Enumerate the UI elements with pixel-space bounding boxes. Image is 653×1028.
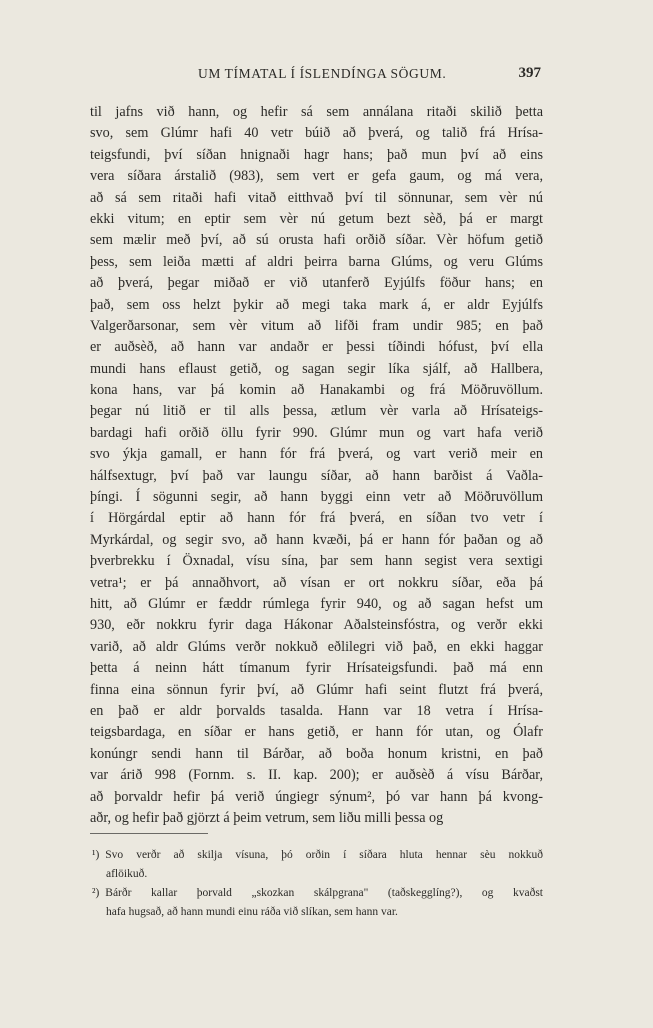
text-line: teigsbardaga, en síðar er hans getið, er hann fór utan, og Ólafr [90, 724, 543, 741]
running-title: UM TÍMATAL Í ÍSLENDÍNGA SÖGUM. [198, 66, 447, 81]
text-line: þíngi. Í sögunni segir, að hann byggi einn vetr að Möðruvöllum [90, 489, 543, 506]
text-line: vera síðara árstalið (983), sem vert er gefa gaum, og má vera, [90, 168, 543, 185]
text-line: er auðsèð, að hann var andaðr er þessi tíðindi hófust, því ella [90, 339, 543, 356]
footnote-mark: ²) [92, 887, 100, 899]
text-line: konúngr sendi hann til Bárðar, að boða honum kristni, en það [90, 745, 543, 762]
text-line: aðr, og hefir það gjörzt á þeim vetrum, sem liðu milli þessa og [90, 809, 444, 826]
text-line: sem mælir með því, að sú orusta hafi orðið síðar. Vèr höfum getið [90, 232, 543, 249]
text-line: í Hörgárdal eptir að hann fór frá þverá, en síðan tvo vetr í [90, 510, 543, 527]
footnote-rule [90, 833, 208, 834]
page-number: 397 [518, 65, 541, 81]
text-line: varið, að aldr Glúms verðr nokkuð eðlilegri við það, en ekki haggar [90, 638, 543, 655]
text-line: þverbrekku í Öxnadal, vísu sína, þar sem hann segist vera sextigi [90, 553, 543, 570]
text-line: mundi hans eflaust getið, og sagan segir líka sjálf, að Hallbera, [90, 360, 543, 377]
text-line: var árið 998 (Fornm. s. II. kap. 200); er auðsèð á vísu Bárðar, [90, 767, 543, 784]
footnote-text: Svo verðr að skilja vísuna, þó orðin í síðara hluta hennar sèu nokkuð [105, 849, 543, 861]
text-line: þess, sem leiða mætti af aldri þeirra barna Glúms, og veru Glúms [90, 253, 543, 270]
page-header [90, 66, 543, 86]
footnote-line: aflöikuð. [106, 868, 148, 880]
text-line: svo ýkja gamall, er hann fór frá þverá, og vart verið meir en [90, 446, 543, 463]
text-line: hitt, að Glúmr er fæddr rúmlega fyrir 940, og að sagan hefst um [90, 595, 543, 612]
footnote-line [90, 846, 543, 865]
text-line: að þorvaldr hefir þá verið úngiegr sýnum², þó var hann þá kvong- [90, 788, 543, 805]
text-line: að sá sem ritaði hafi vitað eitthvað því til sönnunar, sem vèr nú [90, 189, 543, 206]
text-line: að þverá, þegar miðað er við utanferð Eyjúlfs föður hans; en [90, 275, 543, 292]
text-line: finna eina sönnun fyrir því, að Glúmr hafi seint flutzt frá þverá, [90, 681, 543, 698]
text-line: teigsfundi, því síðan hnignaði hagr hans; það mun því að eins [90, 146, 543, 163]
text-line: kona hans, var þá komin að Hanakambi og frá Möðruvöllum. [90, 382, 543, 399]
text-line: en það er aldr þorvalds tasalda. Hann var 18 vetra í Hrísa- [90, 702, 543, 719]
text-line: Valgerðarsonar, sem vèr vitum að lifði fram undir 985; en það [90, 317, 543, 334]
text-line: ekki vitum; en eptir sem vèr nú getum bezt sèð, þá er margt [90, 210, 543, 227]
footnote-line: hafa hugsað, að hann mundi einu ráða við slíkan, sem hann var. [106, 906, 398, 918]
text-line: þetta á neinn hátt tímanum fyrir Hrísateigsfundi. það má enn [90, 660, 543, 677]
text-line: 930, eðr nokkru fyrir daga Hákonar Aðalsteinsfóstra, og verðr ekki [90, 617, 543, 634]
body-text [90, 102, 543, 829]
footnote-text: Bárðr kallar þorvald „skozkan skálpgrana" (taðskegglíng?), og kvaðst [105, 887, 543, 899]
footnotes [90, 846, 543, 922]
footnote-mark: ¹) [92, 849, 100, 861]
text-line: þegar nú litið er til alls þessa, ætlum vèr varla að Hrísateigs- [90, 403, 543, 420]
text-line: til jafns við hann, og hefir sá sem annálana ritaði skilið þetta [90, 104, 543, 120]
text-line: hálfsextugr, því það var laungu síðar, að hann barðist á Vaðla- [90, 467, 543, 484]
text-line: svo, sem Glúmr hafi 40 vetr búið að þverá, og talið frá Hrísa- [90, 125, 543, 142]
text-line: vetra¹; er þá annaðhvort, að vísan er ort nokkru síðar, eða þá [90, 574, 543, 591]
text-line: það, sem oss helzt þykir að megi taka mark á, er aldr Eyjúlfs [90, 296, 543, 313]
text-line: Myrkárdal, og segir svo, að hann kvæði, þá er hann fór þaðan og að [90, 531, 543, 548]
text-line: bardagi hafi orðið öllu fyrir 990. Glúmr mun og vart hafa verið [90, 424, 543, 441]
footnote-line [90, 884, 543, 903]
